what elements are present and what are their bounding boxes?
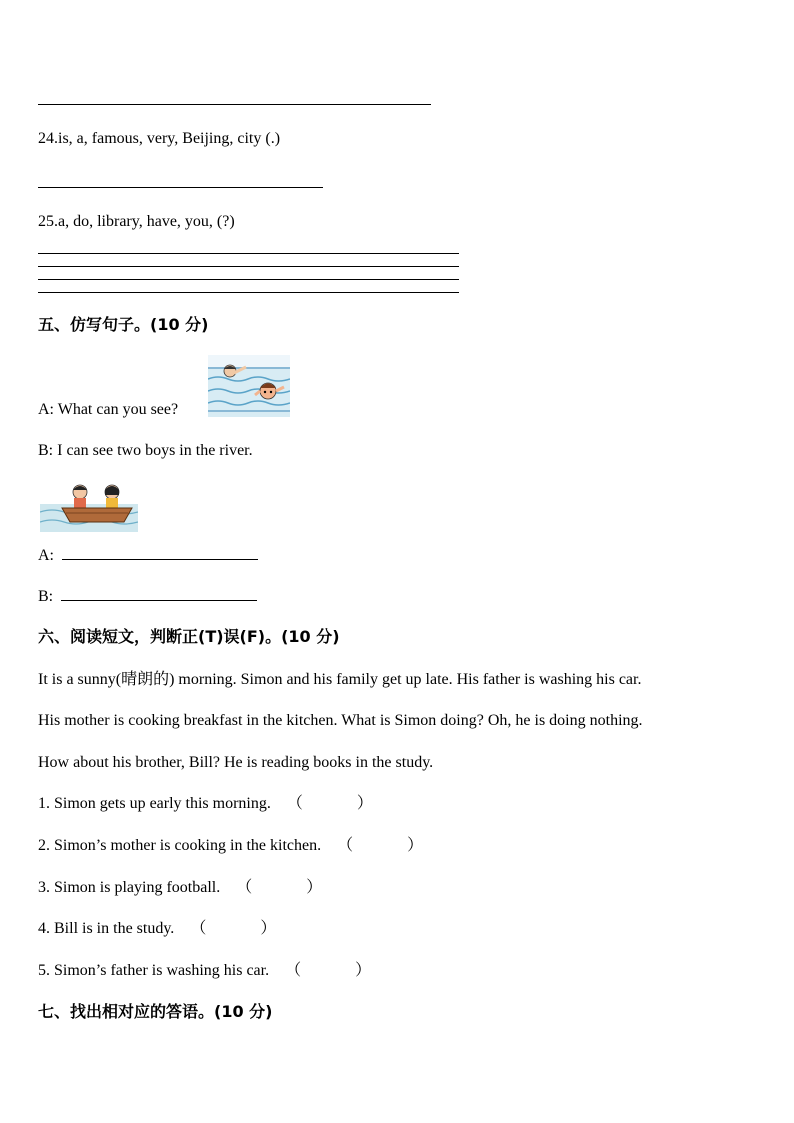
answer-b-label: B:: [38, 588, 54, 605]
answer-line-25d[interactable]: [38, 292, 459, 293]
tf-question-text: 4. Bill is in the study.: [38, 920, 175, 937]
answer-line-25c[interactable]: [38, 279, 459, 280]
tf-question-3: [38, 878, 322, 898]
answer-paren-close: ）: [260, 920, 277, 937]
answer-b-row: [38, 586, 257, 607]
swimming-boys-picture: [208, 355, 290, 417]
question-24: 24.is, a, famous, very, Beijing, city (.): [38, 130, 281, 147]
tf-question-1: [38, 794, 373, 814]
section-6-heading: 六、阅读短文，判断正(T)误(F)。(10 分): [38, 627, 340, 646]
answer-b-blank[interactable]: [61, 586, 257, 601]
answer-paren-close: ）: [407, 837, 424, 854]
tf-question-text: 3. Simon is playing football.: [38, 879, 221, 896]
answer-a-label: A:: [38, 547, 54, 564]
tf-question-4: [38, 919, 276, 939]
passage-line-1: It is a sunny(晴朗的) morning. Simon and his family get up late. His father is washing his car.: [38, 671, 642, 688]
example-answer-b: B: I can see two boys in the river.: [38, 442, 253, 459]
passage-line-3: How about his brother, Bill? He is reading books in the study.: [38, 754, 434, 771]
passage-line-2: His mother is cooking breakfast in the kitchen. What is Simon doing? Oh, he is doing nothing.: [38, 712, 643, 729]
answer-paren-open: （: [285, 962, 302, 979]
section-5-heading: 五、仿写句子。(10 分): [38, 315, 209, 334]
answer-a-blank[interactable]: [62, 545, 258, 560]
answer-line-23[interactable]: [38, 104, 431, 105]
tf-question-text: 1. Simon gets up early this morning.: [38, 795, 271, 812]
tf-question-2: [38, 836, 423, 856]
answer-paren-open: （: [236, 879, 253, 896]
answer-paren-open: （: [337, 837, 354, 854]
answer-paren-open: （: [286, 795, 303, 812]
answer-paren-close: ）: [356, 795, 373, 812]
answer-line-24[interactable]: [38, 187, 323, 188]
answer-paren-close: ）: [306, 879, 323, 896]
tf-question-5: [38, 961, 371, 981]
section-7-heading: 七、找出相对应的答语。(10 分): [38, 1002, 273, 1021]
answer-line-25a[interactable]: [38, 253, 459, 254]
answer-paren-open: （: [190, 920, 207, 937]
answer-line-25b[interactable]: [38, 266, 459, 267]
tf-question-text: 5. Simon’s father is washing his car.: [38, 962, 270, 979]
example-question-a: A: What can you see?: [38, 401, 179, 418]
answer-paren-close: ）: [355, 962, 372, 979]
question-25: 25.a, do, library, have, you, (?): [38, 213, 235, 230]
answer-a-row: [38, 545, 258, 566]
kids-in-boat-picture: [40, 482, 138, 532]
tf-question-text: 2. Simon’s mother is cooking in the kitchen.: [38, 837, 322, 854]
